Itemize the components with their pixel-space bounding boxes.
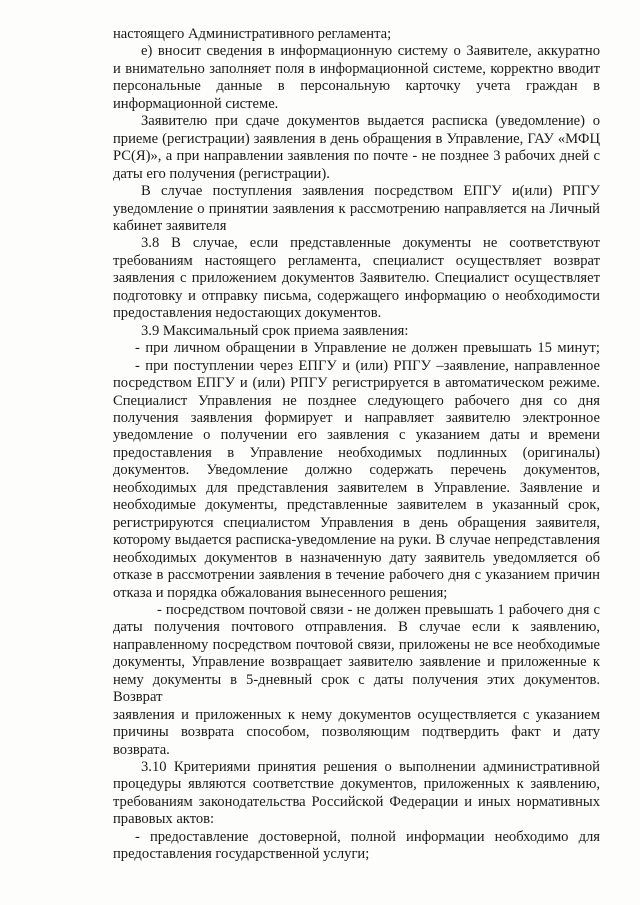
text-line: - посредством почтовой связи - не должен превышать 1 рабочего дня с — [157, 601, 600, 618]
text-line: процедуры являются соответствие документов, приложенных к заявлению, — [113, 776, 600, 793]
text-line: Специалист Управления не позднее следующего рабочего дня со дня — [113, 392, 600, 409]
text-line: направленному посредством почтовой связи, приложены не все необходимые — [113, 636, 600, 653]
text-line: регистрируются специалистом Управления в день обращения заявителя, — [113, 514, 600, 531]
text-line: 3.9 Максимальный срок приема заявления: — [141, 322, 409, 339]
text-line: правовых актов: — [113, 811, 215, 828]
text-line: необходимых документов в назначенную дату заявитель уведомляется об — [113, 549, 600, 566]
text-line: необходимых для представления заявителем в Управление. Заявление и — [113, 479, 600, 496]
text-line: документы, Управление возвращает заявителю заявление и приложенные к — [113, 654, 600, 671]
document-text — [113, 26, 600, 864]
text-line: 3.8 В случае, если представленные документы не соответствуют — [141, 235, 600, 252]
text-line: отказа и порядка обжалования вынесенного решения; — [113, 584, 448, 601]
text-line: причины возврата способом, позволяющим подтвердить факт и дату возврата. — [113, 724, 600, 758]
text-line: - при поступлении через ЕПГУ и (или) РПГУ –заявление, направленное — [135, 357, 600, 374]
text-line: информационной системе. — [113, 95, 279, 112]
text-line: документов. Уведомление должно содержать перечень документов, — [113, 462, 600, 479]
text-line: которому выдается расписка-уведомление на руки. В случае непредставления — [113, 532, 600, 549]
text-line: необходимые документы, представленные заявителем в указанный срок, — [113, 497, 600, 514]
text-line: предоставления недостающих документов. — [113, 305, 382, 322]
text-line: уведомление о принятии заявления к рассмотрению направляется на Личный — [113, 200, 600, 217]
text-line: даты получения почтового отправления. В случае если к заявлению, — [113, 619, 600, 636]
text-line: уведомление о получении его заявления с указанием даты и времени — [113, 427, 600, 444]
text-line: 3.10 Критериями принятия решения о выполнении административной — [141, 759, 600, 776]
text-line: даты его получения (регистрации). — [113, 165, 330, 182]
text-line: е) вносит сведения в информационную систему о Заявителе, аккуратно — [141, 43, 600, 60]
text-line: настоящего Административного регламента; — [113, 26, 392, 42]
text-line: заявления и приложенных к нему документов осуществляется с указанием — [113, 706, 600, 723]
text-line: и внимательно заполняет поля в информационной системе, корректно вводит — [113, 60, 600, 77]
text-line: РС(Я)», а при направлении заявления по почте - не позднее 3 рабочих дней с — [113, 148, 600, 165]
text-line: предоставления в Управление необходимых подлинных (оригиналы) — [113, 444, 600, 461]
text-line: предоставления государственной услуги; — [113, 846, 370, 863]
text-line: приеме (регистрации) заявления в день обращения в Управление, ГАУ «МФЦ — [113, 130, 600, 147]
text-line: Заявителю при сдаче документов выдается расписка (уведомление) о — [141, 113, 600, 130]
text-line: заявления с приложением документов Заявителю. Специалист осуществляет — [113, 270, 600, 287]
text-line: требованиям законодательства Российской Федерации и иных нормативных — [113, 793, 600, 810]
text-line: отказе в рассмотрении заявления в течение рабочего дня с указанием причин — [113, 567, 600, 584]
text-line: персональные данные в персональную карточку учета граждан в — [113, 78, 600, 95]
text-line: требованиям настоящего регламента, специалист осуществляет возврат — [113, 252, 600, 269]
text-line: кабинет заявителя — [113, 217, 227, 234]
text-line: В случае поступления заявления посредством ЕПГУ и(или) РПГУ — [141, 183, 600, 200]
text-line: подготовку и отправку письма, содержащего информацию о необходимости — [113, 287, 600, 304]
text-line: - предоставление достоверной, полной информации необходимо для — [135, 828, 600, 845]
text-line: - при личном обращении в Управление не должен превышать 15 минут; — [135, 340, 600, 357]
text-line: получения заявления формирует и направляет заявителю электронное — [113, 409, 600, 426]
text-line: посредством ЕПГУ и (или) РПГУ регистрируется в автоматическом режиме. — [113, 375, 600, 392]
text-line: нему документы в 5-дневный срок с даты получения этих документов. Возврат — [113, 671, 600, 706]
